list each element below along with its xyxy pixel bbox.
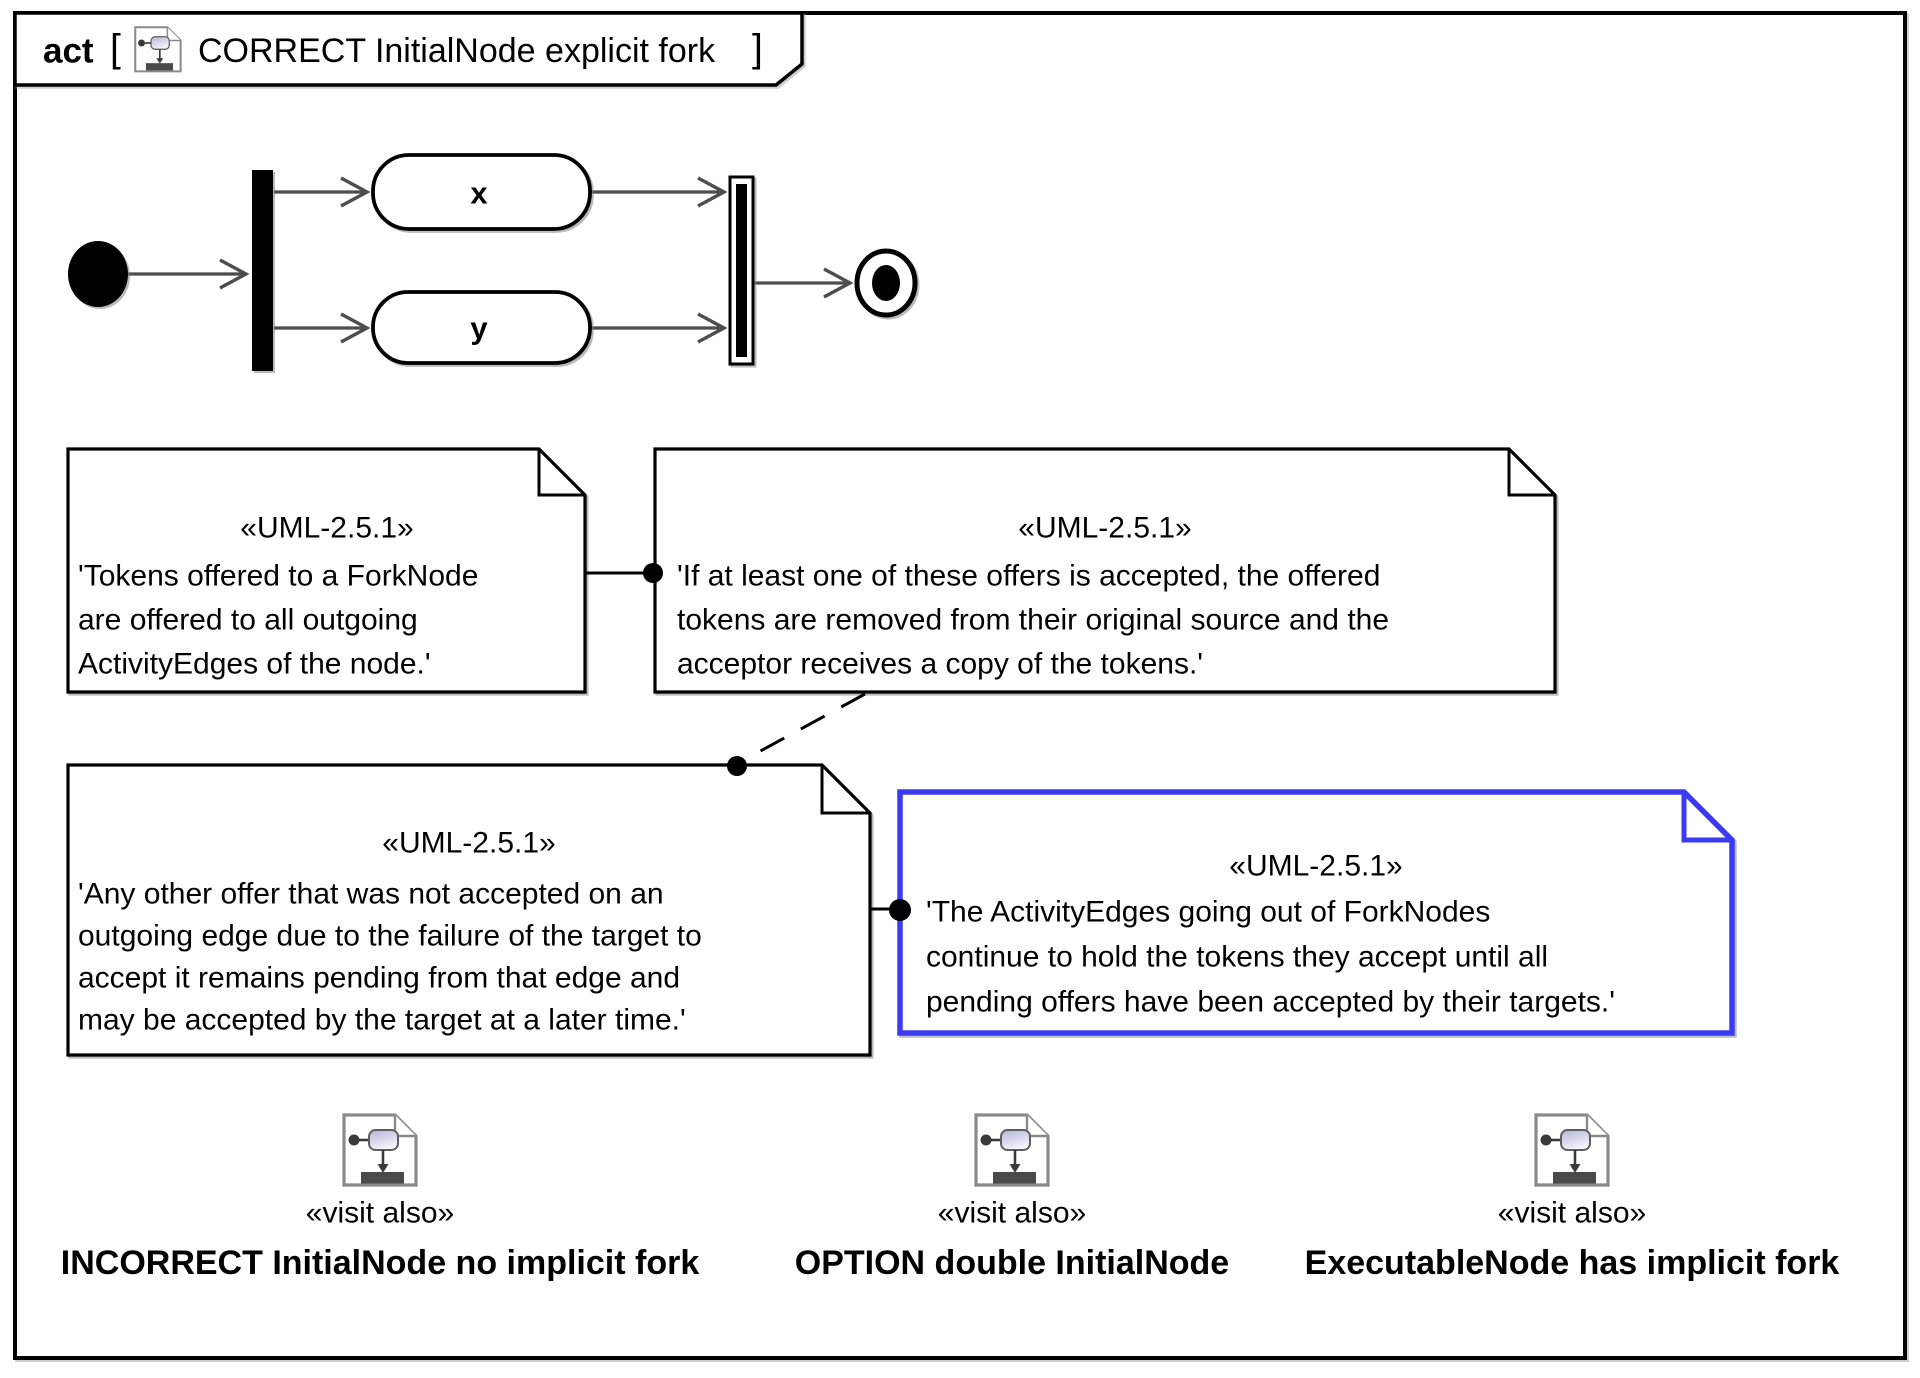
note-uml-quote-1[interactable]	[68, 449, 585, 692]
activity-diagram-icon	[1536, 1115, 1608, 1185]
join-node-inner-bar	[736, 184, 747, 357]
note-stereotype: «UML-2.5.1»	[1018, 511, 1192, 545]
note-line: outgoing edge due to the failure of the target to	[78, 919, 702, 953]
visit-also-stereotype: «visit also»	[1497, 1196, 1647, 1230]
visit-also-stereotype: «visit also»	[937, 1196, 1087, 1230]
note-stereotype: «UML-2.5.1»	[1229, 849, 1403, 883]
note-stereotype: «UML-2.5.1»	[382, 826, 556, 860]
note-line: acceptor receives a copy of the tokens.'	[677, 647, 1204, 681]
fork-node[interactable]	[252, 170, 273, 371]
visit-also-stereotype: «visit also»	[305, 1196, 455, 1230]
note-line: may be accepted by the target at a later time.'	[78, 1003, 686, 1037]
note-line: 'Tokens offered to a ForkNode	[78, 559, 479, 593]
note-uml-quote-4-highlighted[interactable]	[900, 792, 1732, 1033]
note-line: ActivityEdges of the node.'	[78, 647, 431, 681]
activity-diagram-icon	[976, 1115, 1048, 1185]
note-line: accept it remains pending from that edge and	[78, 961, 681, 995]
join-node[interactable]	[730, 177, 753, 364]
activity-diagram-icon	[344, 1115, 416, 1185]
note-line: 'Any other offer that was not accepted on an	[78, 877, 664, 911]
activity-diagram-icon	[135, 27, 180, 71]
frame-title-tab	[15, 13, 802, 85]
note-line: pending offers have been accepted by their targets.'	[926, 985, 1615, 1019]
note-line: 'The ActivityEdges going out of ForkNodes	[926, 895, 1491, 929]
frame-keyword: act	[43, 31, 94, 71]
note-line: are offered to all outgoing	[78, 603, 418, 637]
note-line: tokens are removed from their original source and the	[677, 603, 1390, 637]
action-x-label: x	[470, 175, 488, 211]
final-node-dot	[872, 265, 900, 301]
action-y-label: y	[470, 310, 488, 346]
note-uml-quote-3[interactable]	[68, 765, 870, 1055]
note-anchor-dot	[727, 756, 747, 776]
frame-title: CORRECT InitialNode explicit fork	[198, 32, 716, 70]
note-anchor-dot	[643, 563, 663, 583]
note-uml-quote-2[interactable]	[655, 449, 1555, 692]
visit-also-label[interactable]: OPTION double InitialNode	[794, 1244, 1230, 1282]
initial-node[interactable]	[68, 241, 128, 307]
activity-final-node[interactable]	[857, 251, 915, 315]
action-y[interactable]	[373, 292, 590, 363]
note-line: continue to hold the tokens they accept until all	[926, 940, 1549, 974]
frame-bracket-close: ]	[752, 27, 763, 71]
frame-bracket-open: [	[110, 27, 121, 71]
visit-also-label[interactable]: INCORRECT InitialNode no implicit fork	[60, 1244, 700, 1282]
note-anchor-dot	[889, 899, 911, 921]
note-line: 'If at least one of these offers is accepted, the offered	[677, 559, 1381, 593]
visit-also-label[interactable]: ExecutableNode has implicit fork	[1304, 1244, 1840, 1282]
action-x[interactable]	[373, 155, 590, 229]
note-stereotype: «UML-2.5.1»	[240, 511, 414, 545]
